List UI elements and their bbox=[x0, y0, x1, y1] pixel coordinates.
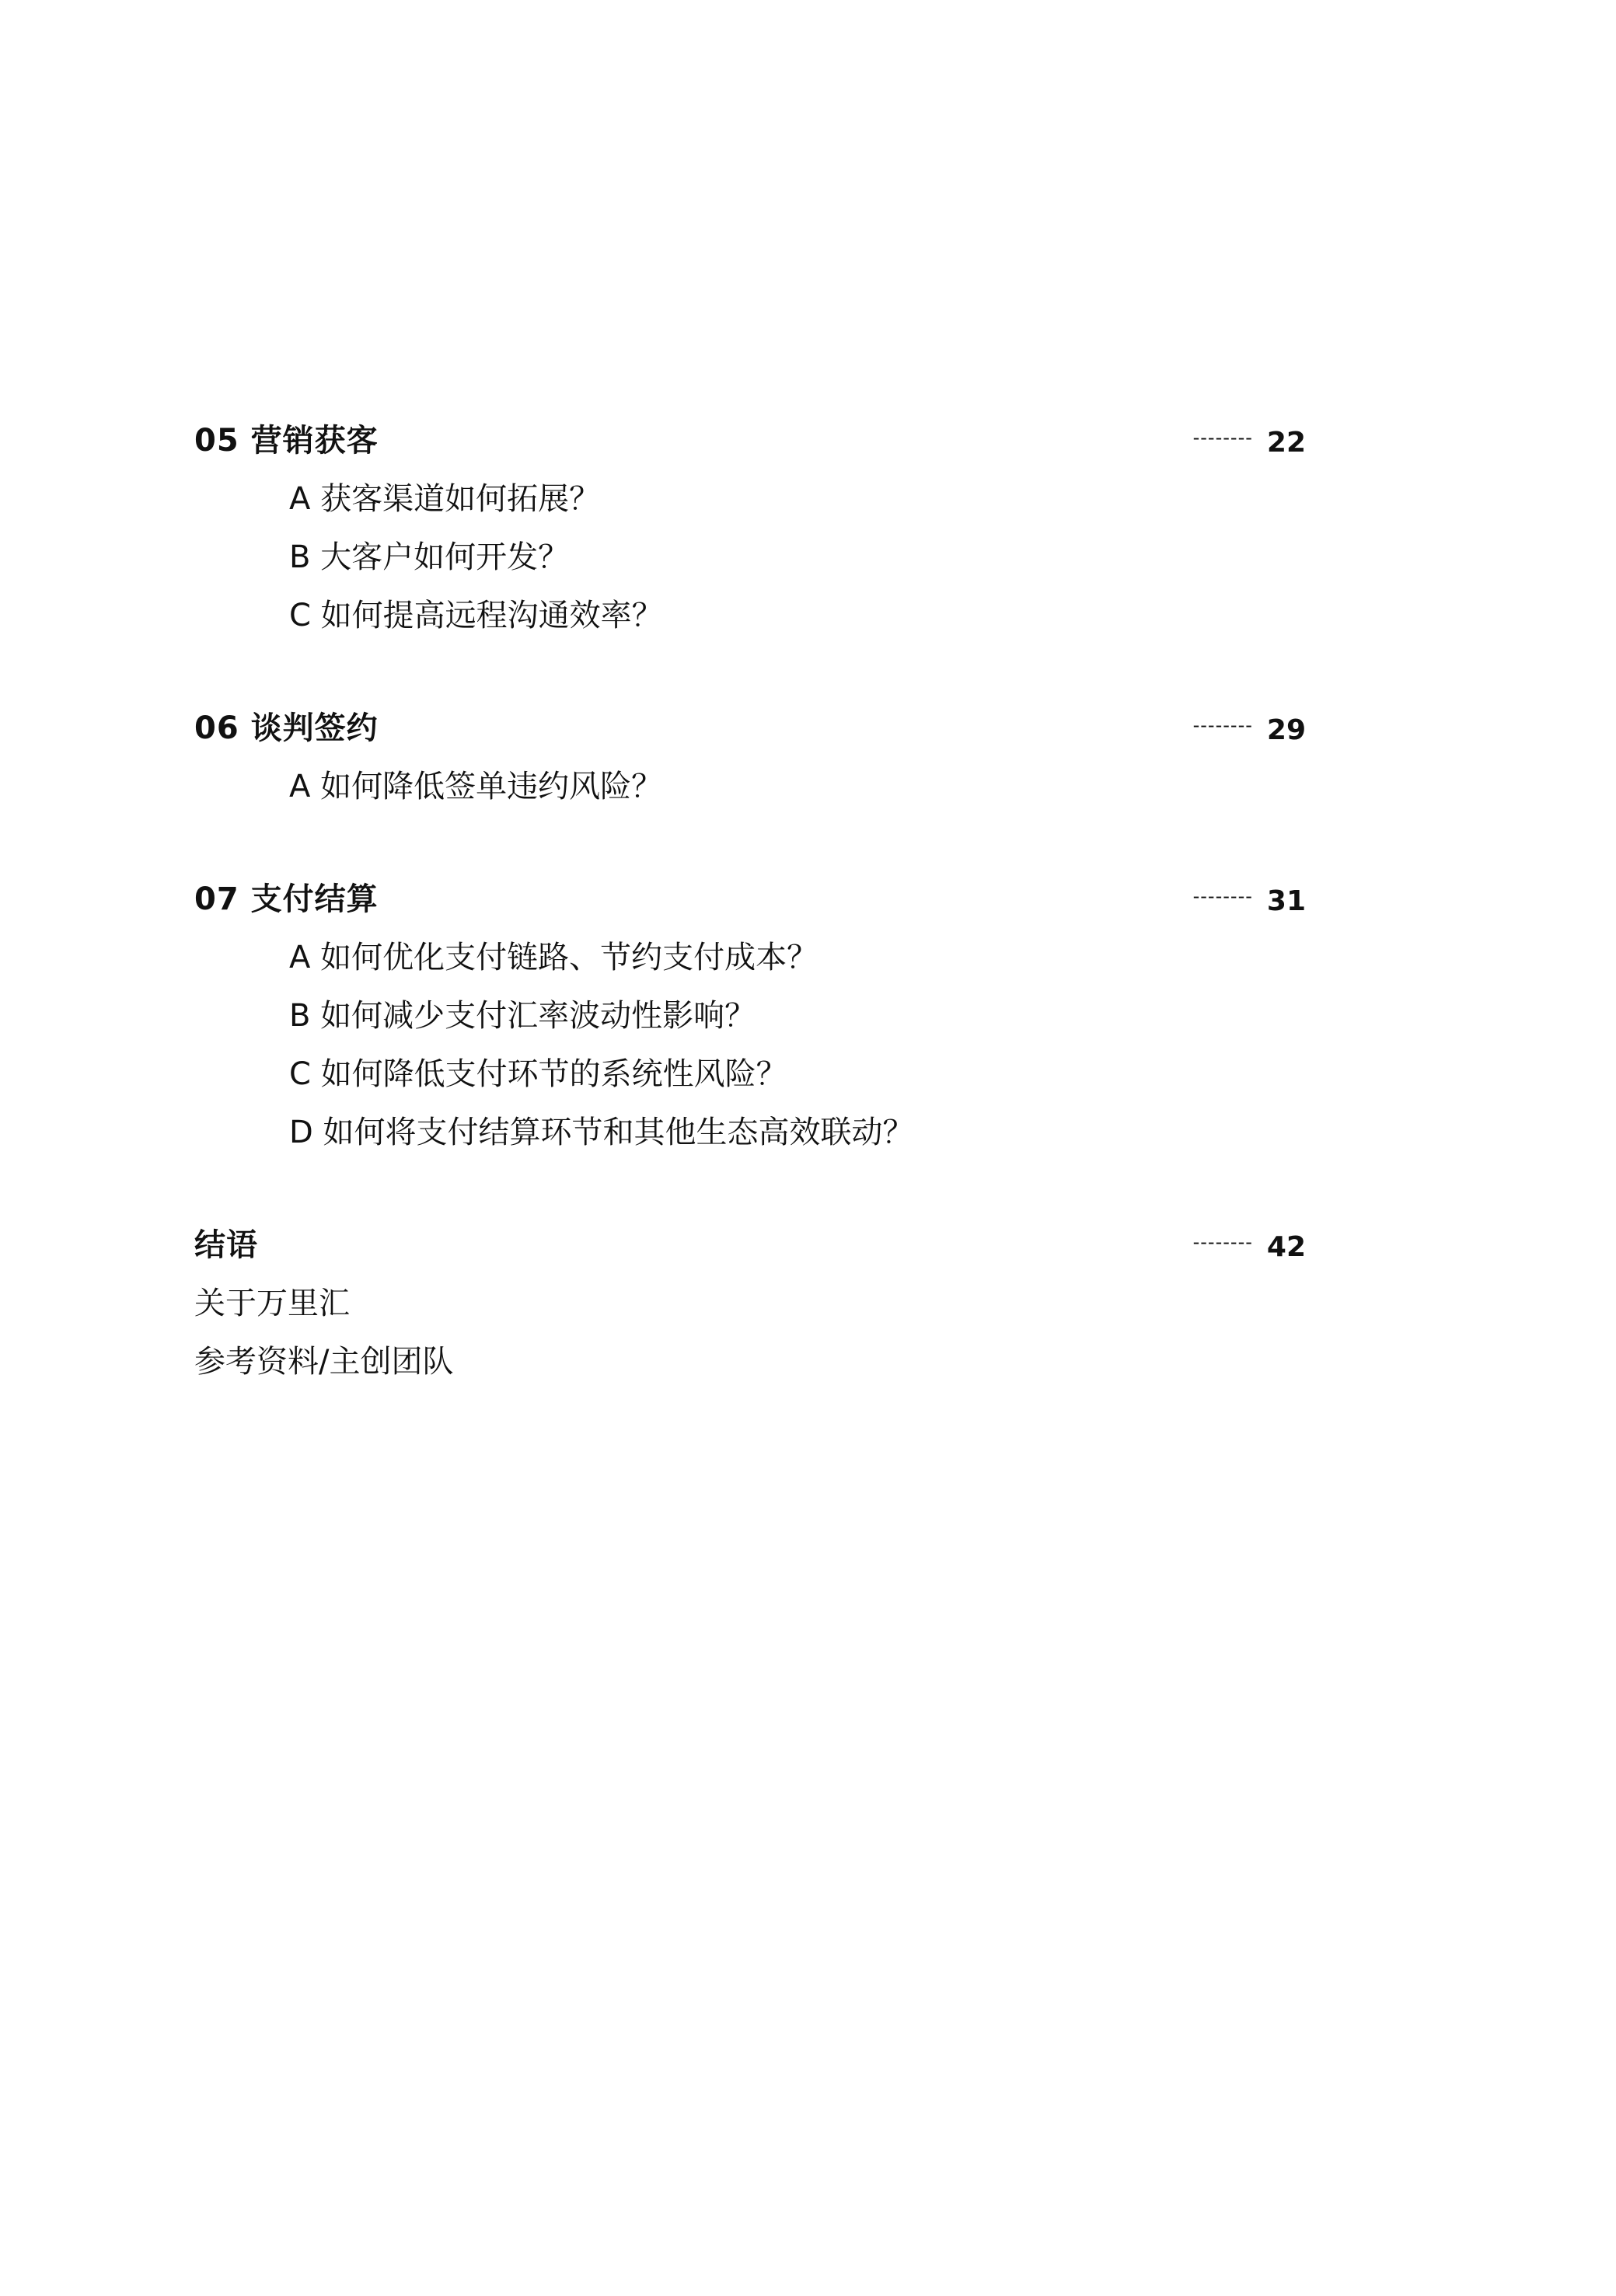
toc-section-header bbox=[194, 412, 1306, 470]
toc-entry-references[interactable]: 参考资料/主创团队 bbox=[194, 1344, 454, 1380]
toc-section-header bbox=[194, 700, 1306, 758]
toc-subitems bbox=[194, 929, 1306, 1162]
dot-leader: -------- bbox=[1192, 885, 1253, 907]
section-title[interactable]: 结语 bbox=[194, 1227, 258, 1263]
toc-section-header bbox=[194, 1216, 1306, 1275]
table-of-contents bbox=[194, 412, 1306, 1446]
dot-leader: -------- bbox=[1192, 1230, 1253, 1253]
page-number[interactable]: 22 bbox=[1266, 426, 1306, 459]
dot-leader: -------- bbox=[1192, 426, 1253, 448]
toc-subitem[interactable]: A 如何降低签单违约风险？ bbox=[289, 769, 663, 804]
section-title[interactable]: 05 营销获客 bbox=[194, 423, 379, 459]
toc-subitems bbox=[194, 470, 1306, 645]
toc-section-header bbox=[194, 871, 1306, 929]
dot-leader: -------- bbox=[1192, 714, 1253, 736]
toc-section-05 bbox=[194, 412, 1306, 645]
section-title[interactable]: 07 支付结算 bbox=[194, 881, 379, 917]
page-reference bbox=[1193, 1216, 1306, 1275]
toc-entry-about[interactable]: 关于万里汇 bbox=[194, 1286, 350, 1321]
toc-subitem[interactable]: C 如何提高远程沟通效率？ bbox=[289, 598, 663, 633]
toc-subitem[interactable]: A 如何优化支付链路、节约支付成本？ bbox=[289, 940, 818, 975]
toc-subitem[interactable]: B 如何减少支付汇率波动性影响？ bbox=[289, 998, 756, 1034]
toc-subitem[interactable]: C 如何降低支付环节的系统性风险？ bbox=[289, 1056, 787, 1092]
page-number[interactable]: 31 bbox=[1266, 885, 1306, 917]
page-reference bbox=[1193, 871, 1306, 929]
toc-section-conclusion bbox=[194, 1216, 1306, 1391]
page-number[interactable]: 29 bbox=[1266, 714, 1306, 746]
page-number[interactable]: 42 bbox=[1266, 1230, 1306, 1263]
toc-subitem[interactable]: B 大客户如何开发？ bbox=[289, 539, 570, 575]
toc-section-06 bbox=[194, 700, 1306, 816]
toc-subitems bbox=[194, 758, 1306, 816]
section-title[interactable]: 06 谈判签约 bbox=[194, 710, 379, 746]
toc-section-07 bbox=[194, 871, 1306, 1162]
toc-subitem[interactable]: D 如何将支付结算环节和其他生态高效联动？ bbox=[289, 1115, 914, 1150]
toc-subitem[interactable]: A 获客渠道如何拓展？ bbox=[289, 481, 601, 517]
page-reference bbox=[1193, 700, 1306, 758]
page-reference bbox=[1193, 412, 1306, 470]
